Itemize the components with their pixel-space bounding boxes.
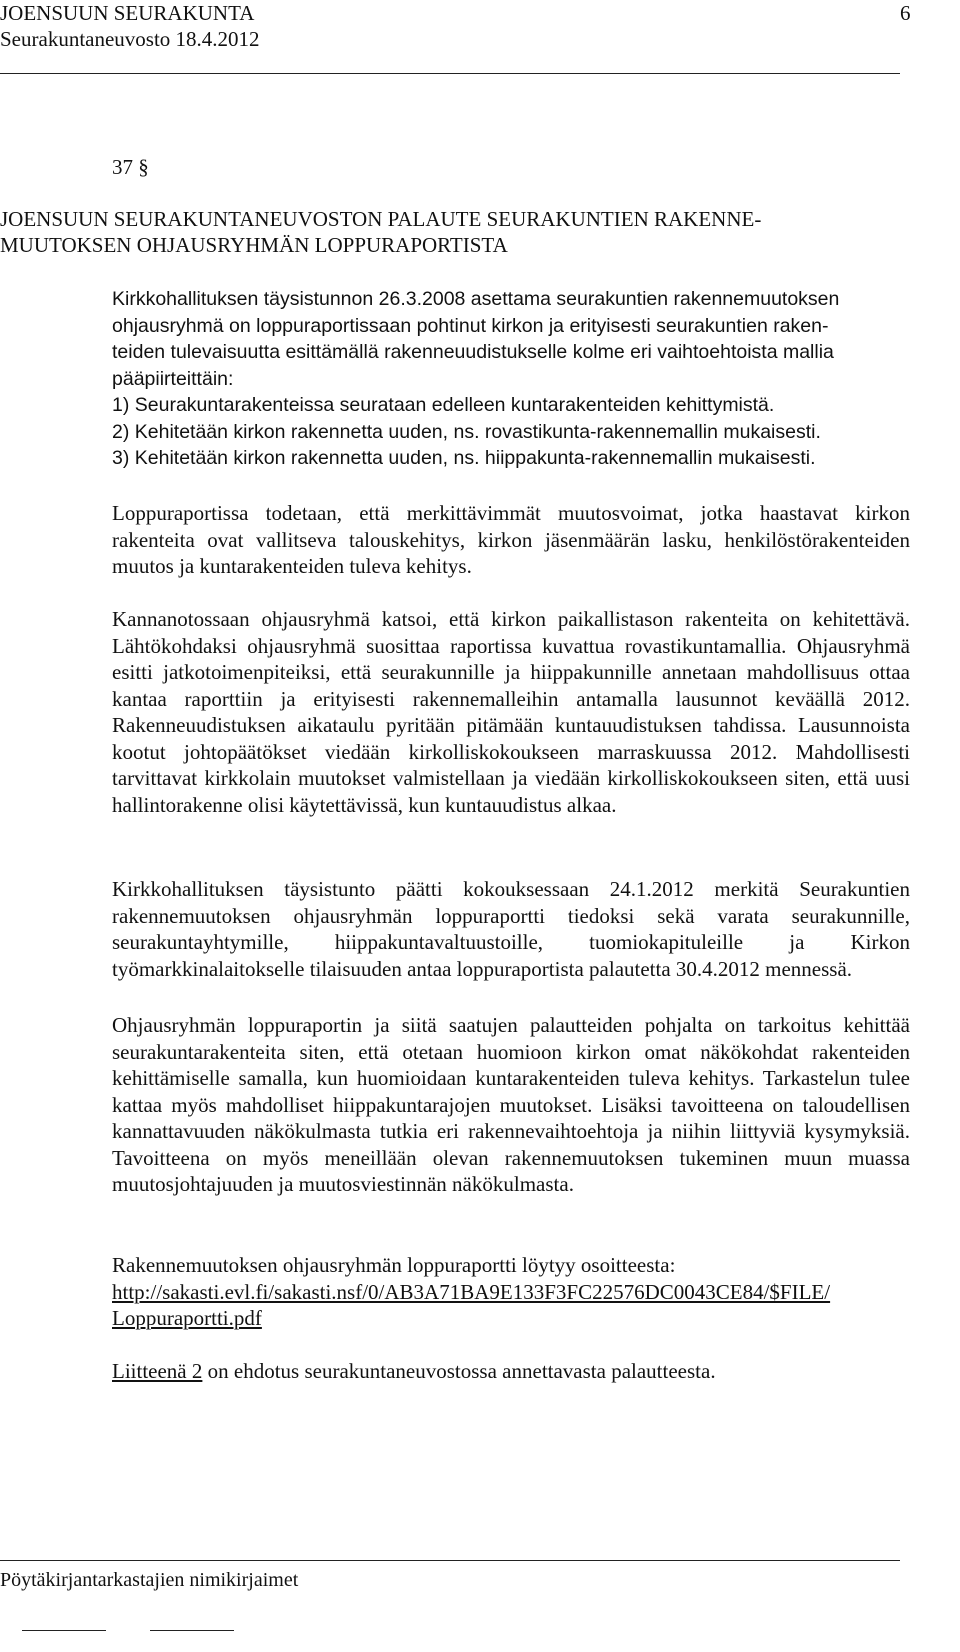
section-title [0,206,900,258]
initials-line-1 [22,1630,106,1631]
intro-line: Kirkkohallituksen täysistunnon 26.3.2008 asettama seurakuntien rakennemuutoksen [112,288,840,310]
header-meeting: Seurakuntaneuvosto 18.4.2012 [0,27,260,51]
footer-label: Pöytäkirjantarkastajien nimikirjaimet [0,1569,299,1591]
paragraph-1: Loppuraportissa todetaan, että merkittävimmät muutosvoimat, jotka haastavat kirkon rakenteita ovat vallitseva talouskehitys, kirkon jäsenmäärän lasku, henkilöstörakenteiden muutos ja kuntarakenteiden tuleva kehitys. [112,501,910,578]
header-org: JOENSUUN SEURAKUNTA [0,1,255,25]
paragraph-2: Kannanotossaan ohjausryhmä katsoi, että kirkon paikallistason rakenteita on kehitettävä. Lähtökohdaksi ohjausryhmä suosittaa raportissa kuvattua rovastikuntamallia. Ohjausryhmä esitti jatkotoimenpiteiksi, että seurakunnille ja hiippakunnille annetaan mahdollisuus ottaa kantaa raporttiin ja erityisesti rakennemalleihin antamalla lausunnot keväällä 2012. Rakenneuudistuksen aikataulu pyritään pitämään kuntauudistuksen tahdissa. Lausunnoista kootut johtopäätökset viedään kirkolliskokoukseen marraskuussa 2012. Mahdollisesti tarvittavat kirkkolain muutokset valmistellaan ja viedään kirkolliskokoukseen siten, että uusi hallintorakenne olisi käytettävissä, kun kuntauudistus alkaa. [112,607,910,817]
attachment-link[interactable]: Liitteenä 2 [112,1359,203,1383]
section-title-line-1: JOENSUUN SEURAKUNTANEUVOSTON PALAUTE SEURAKUNTIEN RAKENNE- [0,207,762,231]
report-link-block [112,1252,910,1332]
attachment-text: on ehdotus seurakuntaneuvostossa annettavasta palautteesta. [202,1359,716,1383]
paragraph-3: Kirkkohallituksen täysistunto päätti kokouksessaan 24.1.2012 merkitä Seurakuntien rakennemuutoksen ohjausryhmän loppuraportti tiedoksi sekä varata seurakunnille, seurakuntayhtymille, hiippakuntavaltuustoille, tuomiokapituleille ja Kirkon työmarkkinalaitokselle tilaisuuden antaa loppuraportista palautetta 30.4.2012 mennessä. [112,877,910,981]
report-url-line-2[interactable]: Loppuraportti.pdf [112,1306,262,1330]
intro-block [112,286,910,472]
model-option-1: 1) Seurakuntarakenteissa seurataan edelleen kuntarakenteiden kehittymistä. [112,394,775,416]
initials-line-2 [150,1630,234,1631]
section-number: 37 § [112,155,149,179]
intro-line: pääpiirteittäin: [112,367,234,390]
intro-line: teiden tulevaisuutta esittämällä rakenneuudistukselle kolme eri vaihtoehtoista mallia [112,341,834,363]
page-number: 6 [900,1,911,25]
model-option-3: 3) Kehitetään kirkon rakennetta uuden, ns. hiippakunta-rakennemallin mukaisesti. [112,447,816,469]
section-title-line-2: MUUTOKSEN OHJAUSRYHMÄN LOPPURAPORTISTA [0,233,508,257]
model-option-2: 2) Kehitetään kirkon rakennetta uuden, ns. rovastikunta-rakennemallin mukaisesti. [112,420,821,443]
header-rule [0,73,900,74]
intro-line: ohjausryhmä on loppuraportissaan pohtinut kirkon ja erityisesti seurakuntien raken- [112,314,829,337]
footer-rule [0,1560,900,1561]
paragraph-4: Ohjausryhmän loppuraportin ja siitä saatujen palautteiden pohjalta on tarkoitus kehittää seurakuntarakenteita siten, että otetaan huomioon kirkon omat näkökohdat rakenteiden kehittämiselle samalla, kun huomioidaan kuntarakenteiden tuleva kehitys. Tarkastelun tulee kattaa myös mahdolliset hiippakuntarajojen muutokset. Lisäksi tavoitteena on taloudellisen kannattavuuden näkökulmasta tutkia eri rakennevaihtoehtoja ja niihin liittyviä kysymyksiä. Tavoitteena on myös meneillään olevan rakennemuutoksen tukeminen muun muassa muutosjohtajuuden ja muutosviestinnän näkökulmasta. [112,1013,910,1196]
report-url-line-1[interactable]: http://sakasti.evl.fi/sakasti.nsf/0/AB3A71BA9E133F3FC22576DC0043CE84/$FILE/ [112,1279,831,1304]
report-link-intro: Rakennemuutoksen ohjausryhmän loppuraportti löytyy osoitteesta: [112,1253,676,1277]
attachment-note [112,1358,910,1385]
